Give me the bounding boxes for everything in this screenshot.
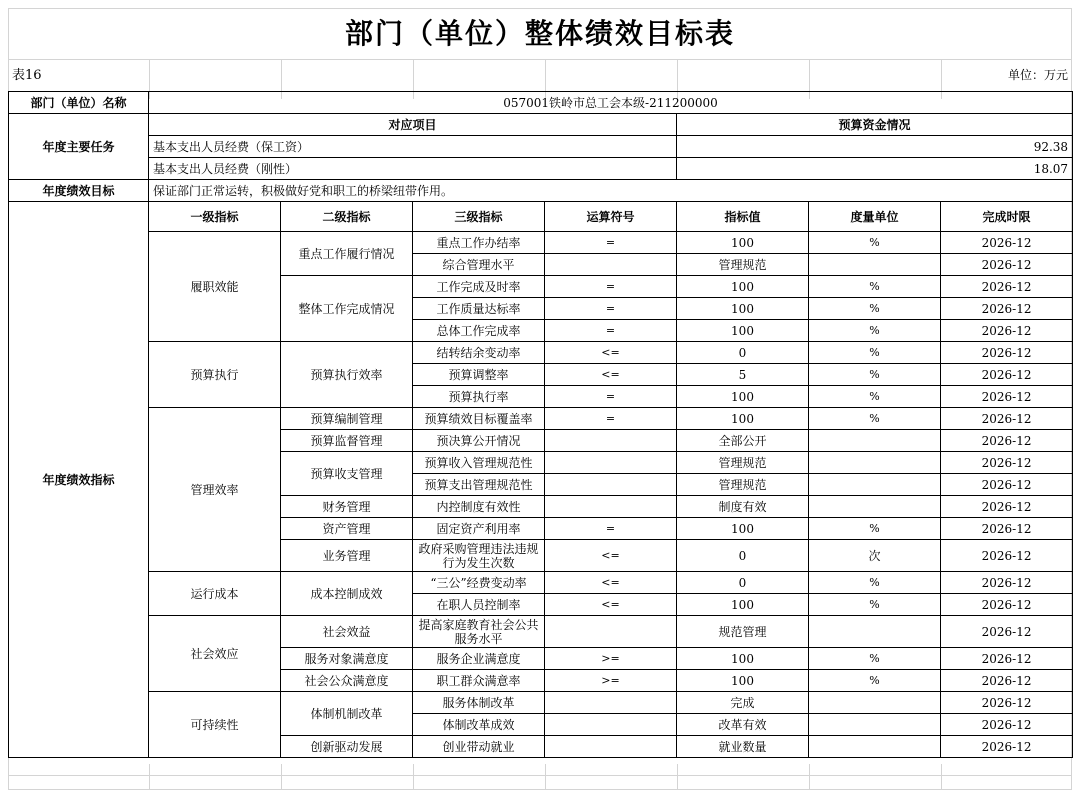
value-cell: 0 (677, 540, 809, 572)
op-cell: = (545, 298, 677, 320)
op-cell (545, 616, 677, 648)
unit-cell (809, 692, 941, 714)
l2-cell: 财务管理 (281, 496, 413, 518)
value-cell: 全部公开 (677, 430, 809, 452)
header-unit: 度量单位 (809, 202, 941, 232)
unit-cell: % (809, 572, 941, 594)
deadline-cell: 2026-12 (941, 474, 1073, 496)
deadline-cell: 2026-12 (941, 320, 1073, 342)
l3-cell: 体制改革成效 (413, 714, 545, 736)
deadline-cell: 2026-12 (941, 298, 1073, 320)
value-cell: 100 (677, 298, 809, 320)
value-cell: 100 (677, 518, 809, 540)
l2-cell: 创新驱动发展 (281, 736, 413, 758)
value-cell: 0 (677, 342, 809, 364)
task-project: 基本支出人员经费（刚性） (149, 158, 677, 180)
unit-cell: % (809, 232, 941, 254)
col-project-header: 对应项目 (149, 114, 677, 136)
l3-cell: 结转结余变动率 (413, 342, 545, 364)
table-row (9, 232, 1073, 254)
l1-cell: 运行成本 (149, 572, 281, 616)
table-row (9, 572, 1073, 594)
value-cell: 管理规范 (677, 452, 809, 474)
l2-cell: 社会效益 (281, 616, 413, 648)
l1-cell: 可持续性 (149, 692, 281, 758)
task-amount: 92.38 (677, 136, 1073, 158)
value-cell: 100 (677, 232, 809, 254)
unit-cell (809, 430, 941, 452)
value-cell: 0 (677, 572, 809, 594)
goal-row (9, 180, 1073, 202)
op-cell: = (545, 232, 677, 254)
l3-cell: 预算执行率 (413, 386, 545, 408)
value-cell: 改革有效 (677, 714, 809, 736)
l3-cell: 综合管理水平 (413, 254, 545, 276)
unit-cell: % (809, 364, 941, 386)
deadline-cell: 2026-12 (941, 254, 1073, 276)
l3-cell: 固定资产利用率 (413, 518, 545, 540)
value-cell: 就业数量 (677, 736, 809, 758)
dept-row (9, 92, 1073, 114)
op-cell: = (545, 408, 677, 430)
deadline-cell: 2026-12 (941, 452, 1073, 474)
unit-cell (809, 254, 941, 276)
unit-cell (809, 736, 941, 758)
deadline-cell: 2026-12 (941, 714, 1073, 736)
l2-cell: 预算编制管理 (281, 408, 413, 430)
deadline-cell: 2026-12 (941, 276, 1073, 298)
task-label: 年度主要任务 (9, 114, 149, 180)
unit-cell: % (809, 408, 941, 430)
deadline-cell: 2026-12 (941, 540, 1073, 572)
header-op: 运算符号 (545, 202, 677, 232)
op-cell (545, 692, 677, 714)
deadline-cell: 2026-12 (941, 572, 1073, 594)
l3-cell: 工作质量达标率 (413, 298, 545, 320)
l3-cell: 在职人员控制率 (413, 594, 545, 616)
unit-cell: 次 (809, 540, 941, 572)
task-row (9, 136, 1073, 158)
unit-label: 单位：万元 (1007, 68, 1068, 82)
unit-cell (809, 452, 941, 474)
unit-cell (809, 474, 941, 496)
op-cell (545, 714, 677, 736)
table-number: 表16 (12, 68, 42, 83)
unit-cell: % (809, 670, 941, 692)
l3-cell: 职工群众满意率 (413, 670, 545, 692)
col-budget-header: 预算资金情况 (677, 114, 1073, 136)
unit-cell (809, 714, 941, 736)
table-row (9, 692, 1073, 714)
task-header-row (9, 114, 1073, 136)
value-cell: 100 (677, 386, 809, 408)
header-l2: 二级指标 (281, 202, 413, 232)
deadline-cell: 2026-12 (941, 386, 1073, 408)
l2-cell: 社会公众满意度 (281, 670, 413, 692)
l3-cell: 提高家庭教育社会公共服务水平 (413, 616, 545, 648)
dept-label: 部门（单位）名称 (9, 92, 149, 114)
op-cell: = (545, 276, 677, 298)
unit-cell: % (809, 298, 941, 320)
op-cell: >= (545, 670, 677, 692)
value-cell: 100 (677, 670, 809, 692)
indicator-label: 年度绩效指标 (9, 202, 149, 758)
l3-cell: 服务企业满意度 (413, 648, 545, 670)
l1-cell: 社会效应 (149, 616, 281, 692)
op-cell: = (545, 518, 677, 540)
unit-cell: % (809, 594, 941, 616)
l3-cell: 预算支出管理规范性 (413, 474, 545, 496)
op-cell: <= (545, 540, 677, 572)
value-cell: 100 (677, 408, 809, 430)
goal-value: 保证部门正常运转，积极做好党和职工的桥梁纽带作用。 (149, 180, 1073, 202)
unit-cell: % (809, 386, 941, 408)
deadline-cell: 2026-12 (941, 518, 1073, 540)
op-cell: = (545, 320, 677, 342)
value-cell: 完成 (677, 692, 809, 714)
deadline-cell: 2026-12 (941, 496, 1073, 518)
page-title: 部门（单位）整体绩效目标表 (344, 17, 735, 50)
value-cell: 100 (677, 648, 809, 670)
op-cell: <= (545, 342, 677, 364)
dept-value: 057001铁岭市总工会本级-211200000 (149, 92, 1073, 114)
op-cell (545, 254, 677, 276)
table-row (9, 342, 1073, 364)
op-cell: <= (545, 594, 677, 616)
performance-table (8, 91, 1073, 758)
task-project: 基本支出人员经费（保工资） (149, 136, 677, 158)
value-cell: 5 (677, 364, 809, 386)
unit-cell (809, 496, 941, 518)
deadline-cell: 2026-12 (941, 364, 1073, 386)
table-row (9, 616, 1073, 648)
l3-cell: 工作完成及时率 (413, 276, 545, 298)
op-cell (545, 452, 677, 474)
l3-cell: 服务体制改革 (413, 692, 545, 714)
unit-cell: % (809, 342, 941, 364)
op-cell: <= (545, 364, 677, 386)
l2-cell: 资产管理 (281, 518, 413, 540)
value-cell: 规范管理 (677, 616, 809, 648)
l3-cell: 预算绩效目标覆盖率 (413, 408, 545, 430)
op-cell (545, 736, 677, 758)
value-cell: 100 (677, 594, 809, 616)
header-deadline: 完成时限 (941, 202, 1073, 232)
l3-cell: 预决算公开情况 (413, 430, 545, 452)
value-cell: 100 (677, 276, 809, 298)
deadline-cell: 2026-12 (941, 408, 1073, 430)
unit-cell: % (809, 518, 941, 540)
unit-cell: % (809, 648, 941, 670)
value-cell: 管理规范 (677, 254, 809, 276)
deadline-cell: 2026-12 (941, 616, 1073, 648)
deadline-cell: 2026-12 (941, 670, 1073, 692)
l3-cell: 内控制度有效性 (413, 496, 545, 518)
l3-cell: 重点工作办结率 (413, 232, 545, 254)
goal-label: 年度绩效目标 (9, 180, 149, 202)
l3-cell: “三公”经费变动率 (413, 572, 545, 594)
l3-cell: 政府采购管理违法违规行为发生次数 (413, 540, 545, 572)
op-cell: >= (545, 648, 677, 670)
unit-cell: % (809, 276, 941, 298)
l2-cell: 预算执行效率 (281, 342, 413, 408)
op-cell (545, 474, 677, 496)
value-cell: 100 (677, 320, 809, 342)
value-cell: 制度有效 (677, 496, 809, 518)
l2-cell: 服务对象满意度 (281, 648, 413, 670)
op-cell (545, 496, 677, 518)
l1-cell: 预算执行 (149, 342, 281, 408)
op-cell: <= (545, 572, 677, 594)
l1-cell: 履职效能 (149, 232, 281, 342)
l1-cell: 管理效率 (149, 408, 281, 572)
op-cell: = (545, 386, 677, 408)
header-l3: 三级指标 (413, 202, 545, 232)
header-l1: 一级指标 (149, 202, 281, 232)
l2-cell: 成本控制成效 (281, 572, 413, 616)
l3-cell: 创业带动就业 (413, 736, 545, 758)
l2-cell: 体制机制改革 (281, 692, 413, 736)
deadline-cell: 2026-12 (941, 342, 1073, 364)
l2-cell: 预算监督管理 (281, 430, 413, 452)
l3-cell: 预算调整率 (413, 364, 545, 386)
unit-cell (809, 616, 941, 648)
task-amount: 18.07 (677, 158, 1073, 180)
l3-cell: 预算收入管理规范性 (413, 452, 545, 474)
indicator-header-row (9, 202, 1073, 232)
table-row (9, 408, 1073, 430)
l3-cell: 总体工作完成率 (413, 320, 545, 342)
l2-cell: 整体工作完成情况 (281, 276, 413, 342)
header-value: 指标值 (677, 202, 809, 232)
op-cell (545, 430, 677, 452)
deadline-cell: 2026-12 (941, 430, 1073, 452)
l2-cell: 预算收支管理 (281, 452, 413, 496)
unit-cell: % (809, 320, 941, 342)
task-row (9, 158, 1073, 180)
l2-cell: 业务管理 (281, 540, 413, 572)
value-cell: 管理规范 (677, 474, 809, 496)
deadline-cell: 2026-12 (941, 594, 1073, 616)
deadline-cell: 2026-12 (941, 692, 1073, 714)
deadline-cell: 2026-12 (941, 736, 1073, 758)
l2-cell: 重点工作履行情况 (281, 232, 413, 276)
deadline-cell: 2026-12 (941, 232, 1073, 254)
deadline-cell: 2026-12 (941, 648, 1073, 670)
